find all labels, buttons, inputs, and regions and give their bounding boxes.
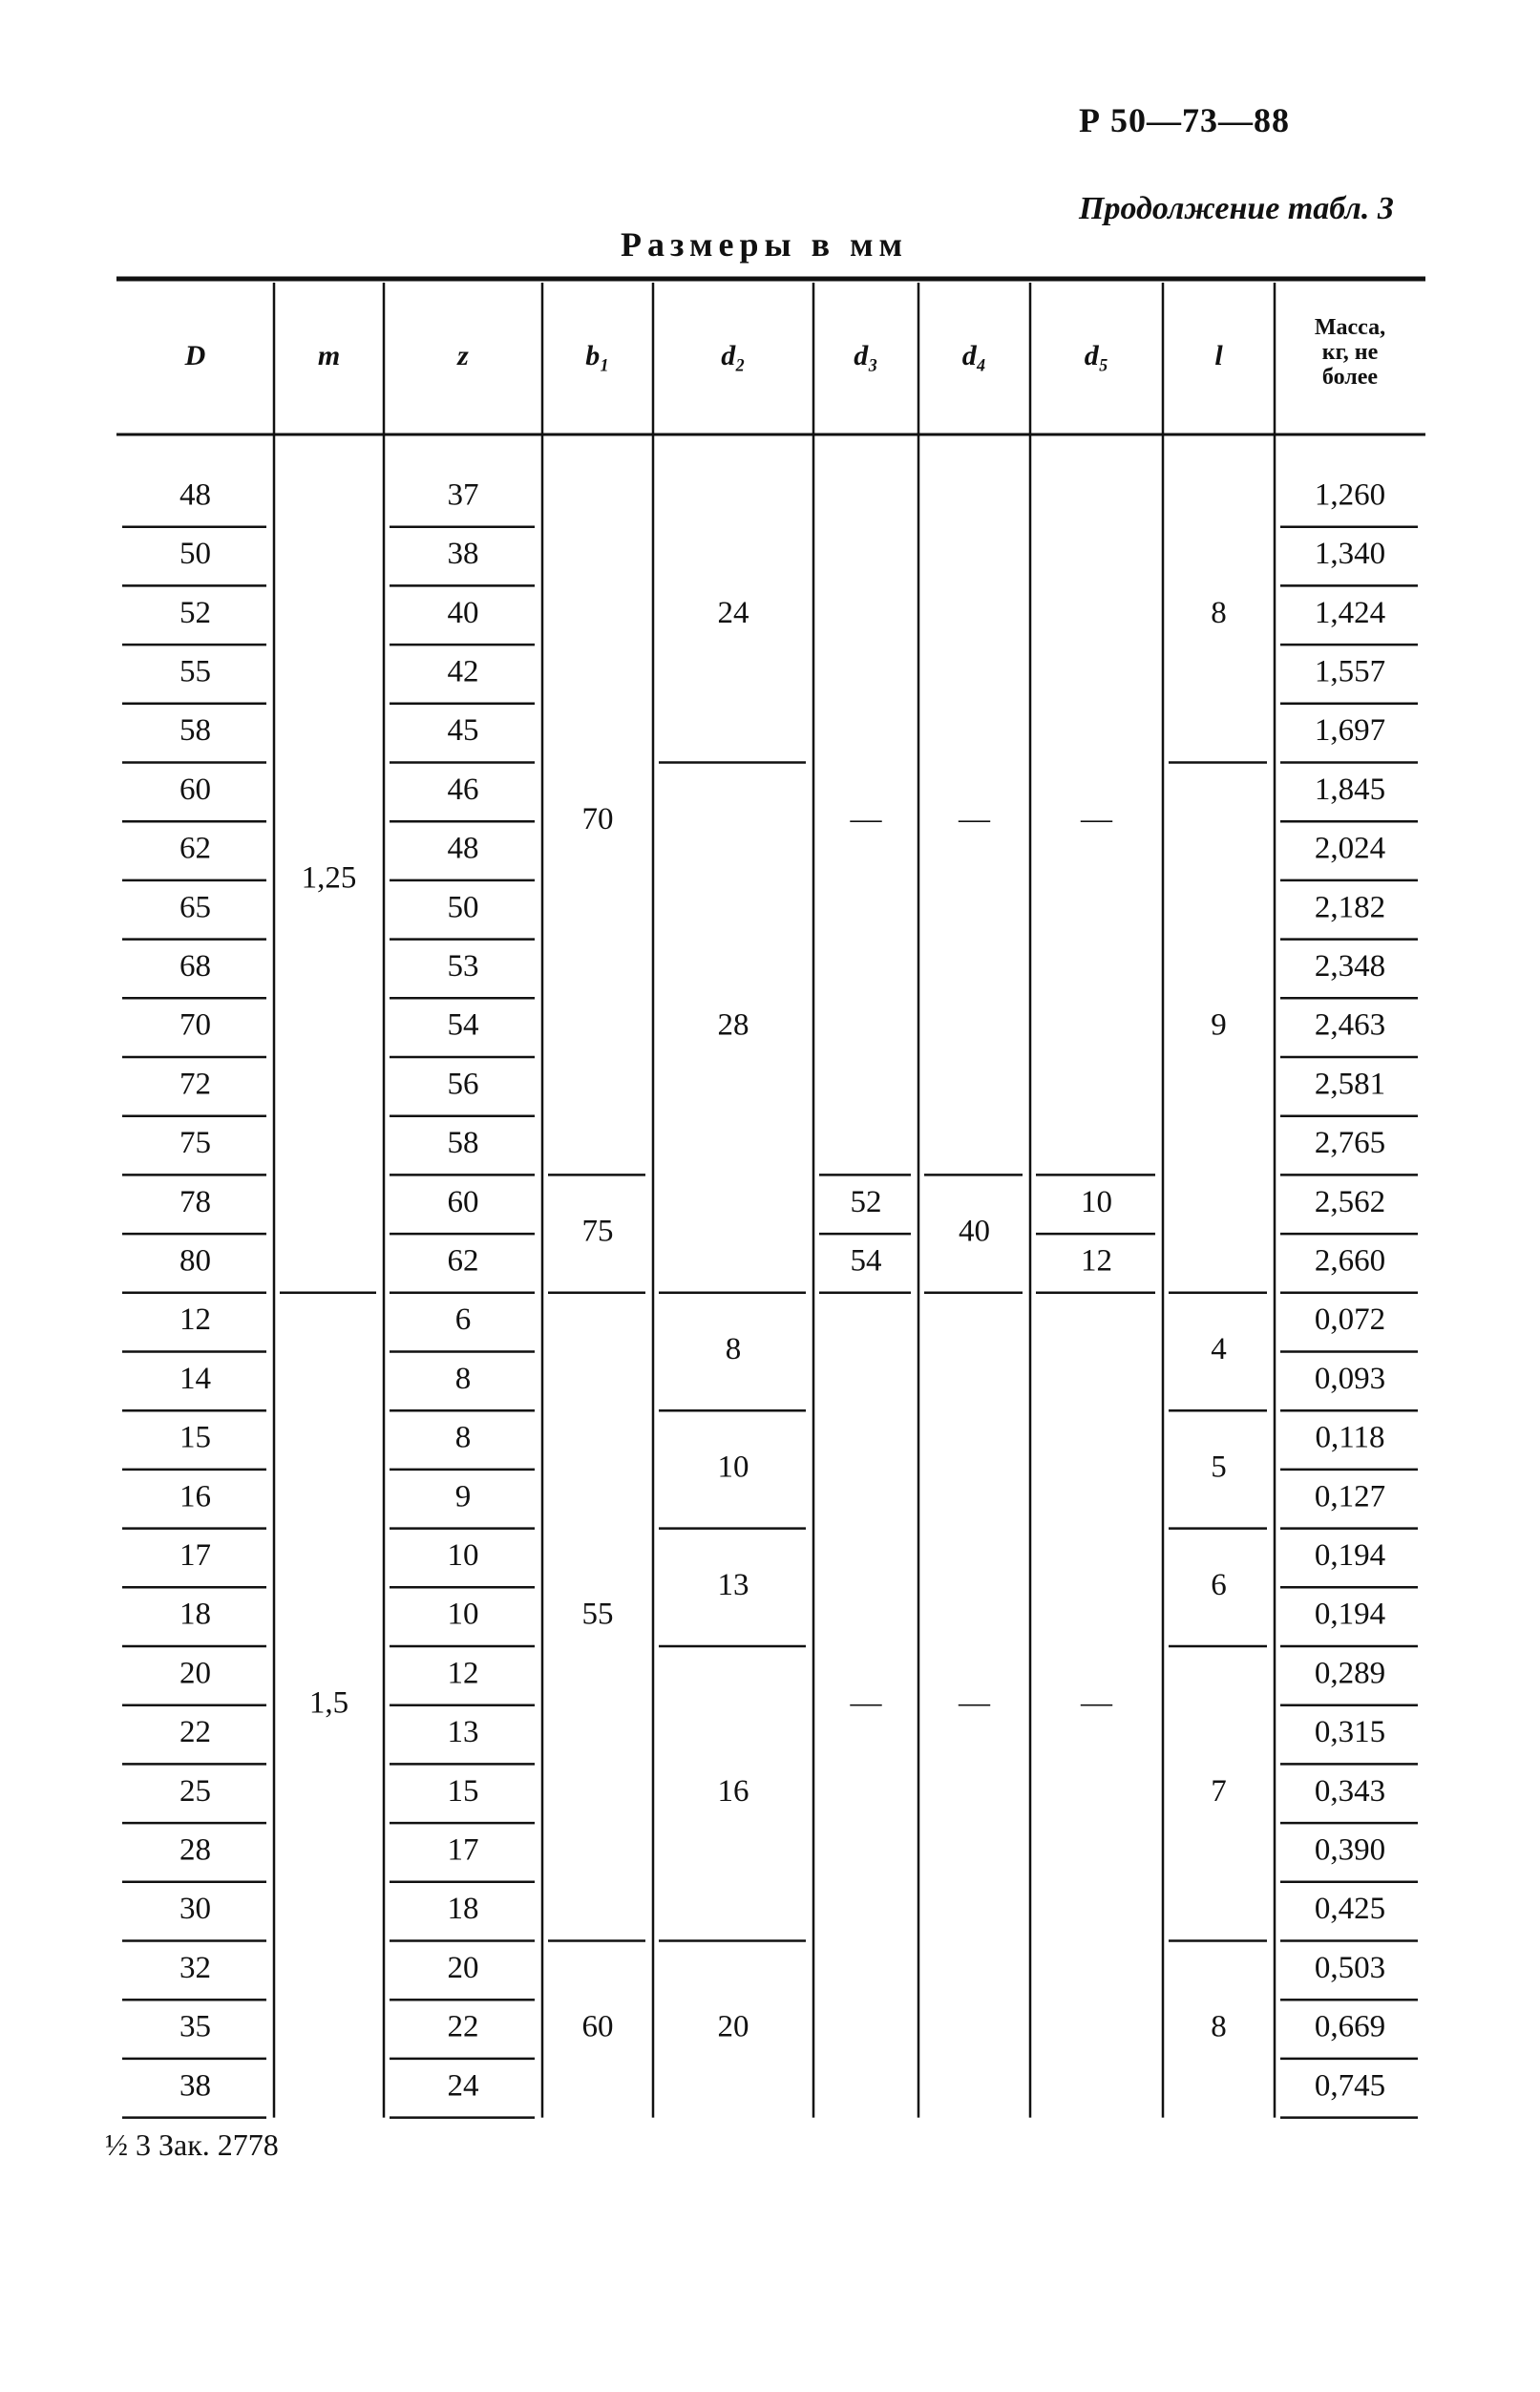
span-cell-col-6: — bbox=[959, 1685, 990, 1721]
cell-mass: 0,194 bbox=[1314, 1538, 1386, 1574]
cell-d: 14 bbox=[179, 1361, 211, 1396]
cell-mass: 0,093 bbox=[1314, 1361, 1386, 1396]
span-cell-col-8: 7 bbox=[1211, 1773, 1227, 1809]
span-cell-col-5: 54 bbox=[850, 1243, 882, 1279]
cell-mass: 0,194 bbox=[1314, 1597, 1386, 1632]
cell-d: 78 bbox=[179, 1184, 211, 1219]
cell-d: 12 bbox=[179, 1302, 211, 1338]
cell-z: 13 bbox=[447, 1715, 479, 1750]
header-col-3: b₁ bbox=[585, 339, 610, 371]
span-cell-col-8: 8 bbox=[1211, 595, 1227, 630]
cell-z: 46 bbox=[447, 772, 479, 807]
span-cell-col-4: 16 bbox=[717, 1773, 749, 1809]
cell-z: 10 bbox=[447, 1538, 479, 1574]
span-cell-col-8: 5 bbox=[1211, 1450, 1227, 1485]
span-cell-col-5: — bbox=[850, 1685, 882, 1721]
cell-z: 15 bbox=[447, 1773, 479, 1809]
cell-z: 6 bbox=[454, 1302, 472, 1338]
cell-mass: 2,581 bbox=[1314, 1067, 1386, 1102]
document-code: Р 50—73—88 bbox=[1079, 101, 1290, 139]
cell-d: 70 bbox=[179, 1007, 211, 1043]
cell-z: 40 bbox=[447, 595, 479, 630]
cell-z: 56 bbox=[447, 1067, 479, 1102]
cell-d: 80 bbox=[179, 1243, 211, 1279]
cell-d: 55 bbox=[179, 654, 211, 689]
cell-z: 9 bbox=[454, 1479, 472, 1514]
cell-d: 20 bbox=[179, 1656, 211, 1691]
cell-d: 48 bbox=[179, 477, 211, 513]
cell-mass: 1,697 bbox=[1314, 713, 1386, 749]
span-cell-col-7: 12 bbox=[1081, 1243, 1112, 1279]
span-cell-col-6: — bbox=[959, 801, 990, 836]
cell-d: 18 bbox=[179, 1597, 211, 1632]
cell-mass: 0,745 bbox=[1314, 2068, 1386, 2104]
cell-mass: 1,424 bbox=[1314, 595, 1386, 630]
span-cell-col-4: 8 bbox=[725, 1332, 742, 1367]
table-continuation-note: Продолжение табл. 3 bbox=[1079, 191, 1394, 226]
span-cell-col-4: 24 bbox=[717, 595, 749, 630]
footer-order-number: ½ 3 Зак. 2778 bbox=[105, 2127, 279, 2162]
header-col-4: d₂ bbox=[721, 339, 746, 371]
cell-z: 60 bbox=[447, 1184, 479, 1219]
cell-d: 17 bbox=[179, 1538, 211, 1574]
cell-z: 42 bbox=[447, 654, 479, 689]
cell-mass: 1,340 bbox=[1314, 537, 1386, 572]
cell-z: 58 bbox=[447, 1126, 479, 1161]
cell-z: 54 bbox=[447, 1007, 479, 1043]
cell-mass: 2,765 bbox=[1314, 1126, 1386, 1161]
units-caption: Размеры в мм bbox=[621, 225, 909, 264]
cell-z: 8 bbox=[454, 1420, 472, 1455]
cell-mass: 1,557 bbox=[1314, 654, 1386, 689]
cell-z: 53 bbox=[447, 949, 479, 984]
header-col-8: l bbox=[1214, 339, 1223, 371]
cell-mass: 2,182 bbox=[1314, 890, 1386, 925]
span-cell-col-7: — bbox=[1081, 1685, 1112, 1721]
cell-z: 50 bbox=[447, 890, 479, 925]
cell-z: 18 bbox=[447, 1892, 479, 1927]
cell-d: 72 bbox=[179, 1067, 211, 1102]
cell-mass: 2,660 bbox=[1314, 1243, 1386, 1279]
cell-mass: 2,463 bbox=[1314, 1007, 1386, 1043]
header-col-2: z bbox=[457, 339, 469, 371]
cell-mass: 0,343 bbox=[1314, 1773, 1386, 1809]
cell-mass: 0,072 bbox=[1314, 1302, 1386, 1338]
cell-d: 52 bbox=[179, 595, 211, 630]
cell-z: 38 bbox=[447, 537, 479, 572]
cell-d: 22 bbox=[179, 1715, 211, 1750]
span-cell-col-8: 6 bbox=[1211, 1567, 1227, 1602]
cell-mass: 0,315 bbox=[1314, 1715, 1386, 1750]
cell-mass: 1,260 bbox=[1314, 477, 1386, 513]
cell-mass: 0,390 bbox=[1314, 1832, 1386, 1868]
cell-d: 50 bbox=[179, 537, 211, 572]
span-cell-col-3: 55 bbox=[581, 1597, 614, 1632]
span-cell-col-7: — bbox=[1081, 801, 1112, 836]
span-cell-col-3: 70 bbox=[581, 801, 614, 836]
cell-mass: 2,348 bbox=[1314, 949, 1386, 984]
cell-mass: 2,562 bbox=[1314, 1184, 1386, 1219]
span-cell-col-3: 75 bbox=[581, 1214, 614, 1249]
span-cell-col-4: 28 bbox=[717, 1007, 749, 1043]
header-col-5: d₃ bbox=[854, 339, 878, 371]
cell-z: 12 bbox=[447, 1656, 479, 1691]
header-col-6: d₄ bbox=[961, 339, 987, 371]
span-cell-col-4: 20 bbox=[717, 2009, 749, 2044]
cell-d: 28 bbox=[179, 1832, 211, 1868]
span-cell-col-6: 40 bbox=[959, 1214, 990, 1249]
cell-z: 48 bbox=[447, 831, 479, 866]
header-mass: Масса, кг, не более bbox=[1314, 315, 1386, 390]
cell-z: 45 bbox=[447, 713, 479, 749]
cell-d: 62 bbox=[179, 831, 211, 866]
cell-z: 20 bbox=[447, 1950, 479, 1985]
cell-z: 22 bbox=[447, 2009, 479, 2044]
span-cell-col-1: 1,5 bbox=[308, 1685, 349, 1721]
span-cell-col-8: 9 bbox=[1211, 1007, 1227, 1043]
span-cell-col-7: 10 bbox=[1081, 1184, 1112, 1219]
cell-d: 38 bbox=[179, 2068, 211, 2104]
cell-d: 60 bbox=[179, 772, 211, 807]
span-cell-col-1: 1,25 bbox=[301, 860, 357, 896]
header-col-1: m bbox=[317, 339, 341, 371]
span-cell-col-8: 8 bbox=[1211, 2009, 1227, 2044]
cell-d: 16 bbox=[179, 1479, 211, 1514]
header-col-7: d₅ bbox=[1084, 339, 1109, 371]
cell-d: 75 bbox=[179, 1126, 211, 1161]
cell-z: 17 bbox=[447, 1832, 479, 1868]
cell-mass: 2,024 bbox=[1314, 831, 1386, 866]
cell-mass: 0,503 bbox=[1314, 1950, 1386, 1985]
cell-mass: 0,669 bbox=[1314, 2009, 1386, 2044]
cell-d: 32 bbox=[179, 1950, 211, 1985]
cell-mass: 0,118 bbox=[1315, 1420, 1385, 1455]
cell-z: 62 bbox=[447, 1243, 479, 1279]
cell-z: 37 bbox=[447, 477, 479, 513]
cell-mass: 0,425 bbox=[1314, 1892, 1386, 1927]
span-cell-col-5: — bbox=[850, 801, 882, 836]
cell-mass: 1,845 bbox=[1314, 772, 1386, 807]
cell-d: 30 bbox=[179, 1892, 211, 1927]
cell-z: 8 bbox=[454, 1361, 472, 1396]
span-cell-col-4: 13 bbox=[717, 1567, 749, 1602]
span-cell-col-8: 4 bbox=[1211, 1332, 1227, 1367]
cell-z: 24 bbox=[447, 2068, 479, 2104]
cell-mass: 0,127 bbox=[1314, 1479, 1386, 1514]
span-cell-col-3: 60 bbox=[581, 2009, 614, 2044]
cell-d: 68 bbox=[179, 949, 211, 984]
span-cell-col-5: 52 bbox=[850, 1184, 882, 1219]
cell-d: 35 bbox=[179, 2009, 211, 2044]
cell-z: 10 bbox=[447, 1597, 479, 1632]
cell-d: 25 bbox=[179, 1773, 211, 1809]
header-col-0: D bbox=[184, 339, 206, 371]
cell-d: 15 bbox=[179, 1420, 211, 1455]
cell-d: 65 bbox=[179, 890, 211, 925]
cell-d: 58 bbox=[179, 713, 211, 749]
cell-mass: 0,289 bbox=[1314, 1656, 1386, 1691]
span-cell-col-4: 10 bbox=[717, 1450, 749, 1485]
